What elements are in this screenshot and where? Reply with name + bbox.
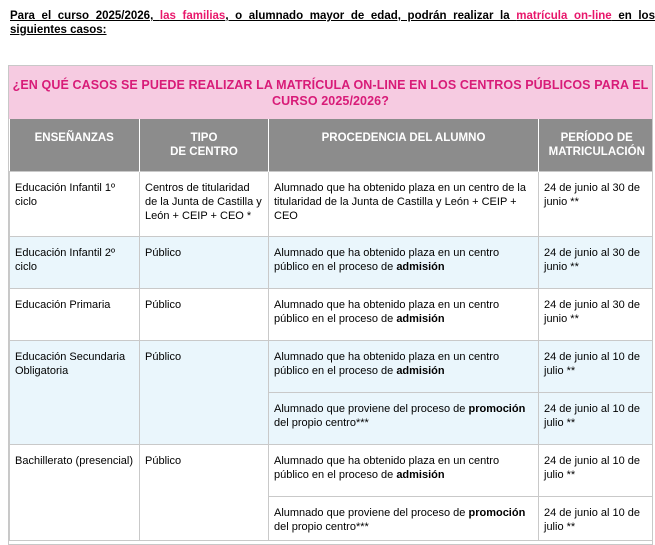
cell-tipo: Público: [140, 340, 269, 444]
cell-periodo: 24 de junio al 30 de junio **: [539, 171, 654, 236]
cell-procedencia: Alumnado que proviene del proceso de promoción del propio centro***: [269, 392, 539, 444]
intro-text-3: en los siguientes casos:: [10, 10, 655, 36]
cell-periodo: 24 de junio al 10 de julio **: [539, 340, 654, 392]
cell-procedencia: Alumnado que ha obtenido plaza en un centro público en el proceso de admisión: [269, 236, 539, 288]
cell-tipo: Público: [140, 236, 269, 288]
cell-ensenanza: Educación Secundaria Obligatoria: [10, 340, 140, 444]
cell-ensenanza: Educación Infantil 2º ciclo: [10, 236, 140, 288]
cell-periodo: 24 de junio al 10 de julio **: [539, 444, 654, 496]
cell-ensenanza: Educación Infantil 1º ciclo: [10, 171, 140, 236]
header-periodo: PERÍODO DE MATRICULACIÓN: [539, 119, 654, 171]
header-ensenanzas: ENSEÑANZAS: [10, 119, 140, 171]
cell-ensenanza: Bachillerato (presencial): [10, 444, 140, 540]
table-row: [10, 340, 654, 392]
cell-procedencia: Alumnado que ha obtenido plaza en un centro de la titularidad de la Junta de Castilla y León + CEIP + CEO: [269, 171, 539, 236]
table-row: [10, 171, 654, 236]
cell-procedencia: Alumnado que proviene del proceso de promoción del propio centro***: [269, 496, 539, 540]
families-link[interactable]: las familias: [159, 10, 226, 22]
intro-paragraph: [10, 9, 655, 37]
cell-ensenanza: Educación Primaria: [10, 288, 140, 340]
cell-tipo: Centros de titularidad de la Junta de Castilla y León + CEIP + CEO *: [140, 171, 269, 236]
cell-periodo: 24 de junio al 30 de junio **: [539, 288, 654, 340]
cell-procedencia: Alumnado que ha obtenido plaza en un centro público en el proceso de admisión: [269, 340, 539, 392]
online-enrollment-link[interactable]: matrícula on-line: [516, 10, 612, 22]
enrollment-table: [9, 119, 653, 541]
intro-text-1: Para el curso 2025/2026,: [10, 10, 160, 22]
intro-text-2: , o alumnado mayor de edad, podrán realizar la: [225, 10, 517, 22]
cell-periodo: 24 de junio al 10 de julio **: [539, 392, 654, 444]
header-tipo-centro: TIPO DE CENTRO: [140, 119, 269, 171]
banner-title: [9, 66, 652, 119]
banner-line-1: ¿EN QUÉ CASOS SE PUEDE REALIZAR LA MATRÍCULA ON-LINE EN LOS CENTROS PÚBLICOS PARA EL: [12, 78, 649, 92]
cell-procedencia: Alumnado que ha obtenido plaza en un centro público en el proceso de admisión: [269, 444, 539, 496]
cell-periodo: 24 de junio al 10 de julio **: [539, 496, 654, 540]
table-row: [10, 288, 654, 340]
table-header-row: [10, 119, 654, 171]
header-procedencia: PROCEDENCIA DEL ALUMNO: [269, 119, 539, 171]
enrollment-info-box: [8, 65, 653, 545]
banner-line-2: CURSO 2025/2026?: [272, 94, 389, 108]
table-row: [10, 444, 654, 496]
table-row: [10, 236, 654, 288]
cell-procedencia: Alumnado que ha obtenido plaza en un centro público en el proceso de admisión: [269, 288, 539, 340]
cell-tipo: Público: [140, 288, 269, 340]
cell-tipo: Público: [140, 444, 269, 540]
cell-periodo: 24 de junio al 30 de junio **: [539, 236, 654, 288]
